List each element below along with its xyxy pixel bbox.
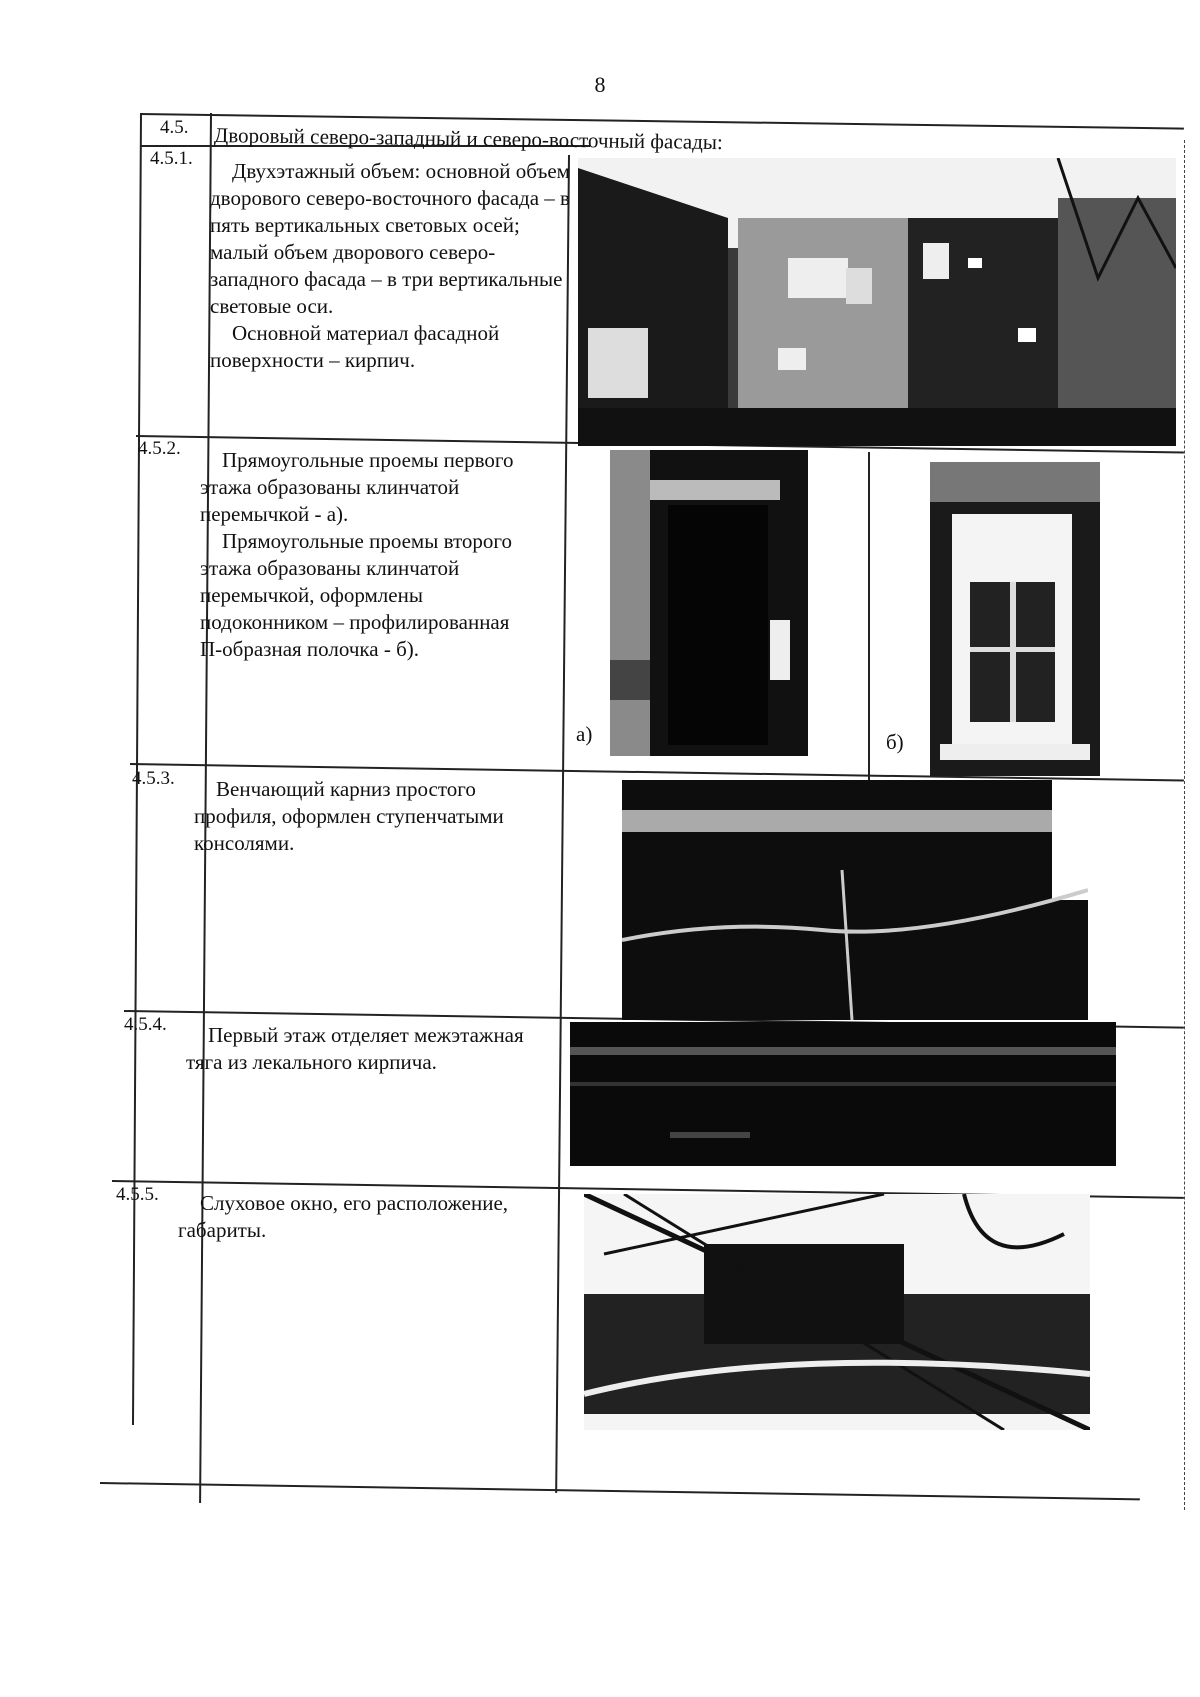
photo-dormer-window [584,1194,1090,1430]
row-number: 4.5.4. [124,1014,167,1035]
row-text [200,447,530,663]
paragraph: Первый этаж отделяет межэтажная тяга из лекального кирпича. [186,1023,524,1074]
photo-caption-a: а) [576,722,593,746]
table-border-bottom [100,1482,1140,1500]
section-number: 4.5. [160,117,189,138]
photo-caption-b: б) [886,730,904,754]
row-text [178,1190,518,1244]
section-title: Дворовый северо-западный и северо-восточный фасады: [213,123,723,155]
paragraph: Основной материал фасадной поверхности – кирпич. [210,321,500,372]
paragraph: Двухэтажный объем: основной объем дворового северо-восточного фасада – в пять вертикальных световых осей; малый объем дворового северо-западного фасада – в три вертикальные световые оси. [210,159,570,318]
photo-second-floor-window [930,462,1100,776]
table-divider-sub [868,452,870,786]
row-number: 4.5.3. [132,768,175,789]
row-text [210,158,570,374]
photo-ground-floor-opening [610,450,808,756]
paragraph: Венчающий карниз простого профиля, оформлен ступенчатыми консолями. [194,777,504,855]
page-number: 8 [594,72,606,97]
row-text [186,1022,526,1076]
photo-courtyard-facade [578,158,1176,446]
photo-interfloor-cornice [570,1022,1116,1166]
photo-cornice [622,780,1088,1020]
row-number: 4.5.5. [116,1184,159,1205]
row-number: 4.5.2. [138,438,181,459]
row-text [194,776,534,857]
paragraph: Прямоугольные проемы первого этажа образованы клинчатой перемычкой - а). [200,448,514,526]
table-border-right [1184,140,1185,1510]
paragraph: Слуховое окно, его расположение, габариты. [178,1191,509,1242]
paragraph: Прямоугольные проемы второго этажа образованы клинчатой перемычкой, оформлены подоконником – профилированная П-образная полочка - б). [200,529,512,661]
row-number: 4.5.1. [150,148,193,169]
